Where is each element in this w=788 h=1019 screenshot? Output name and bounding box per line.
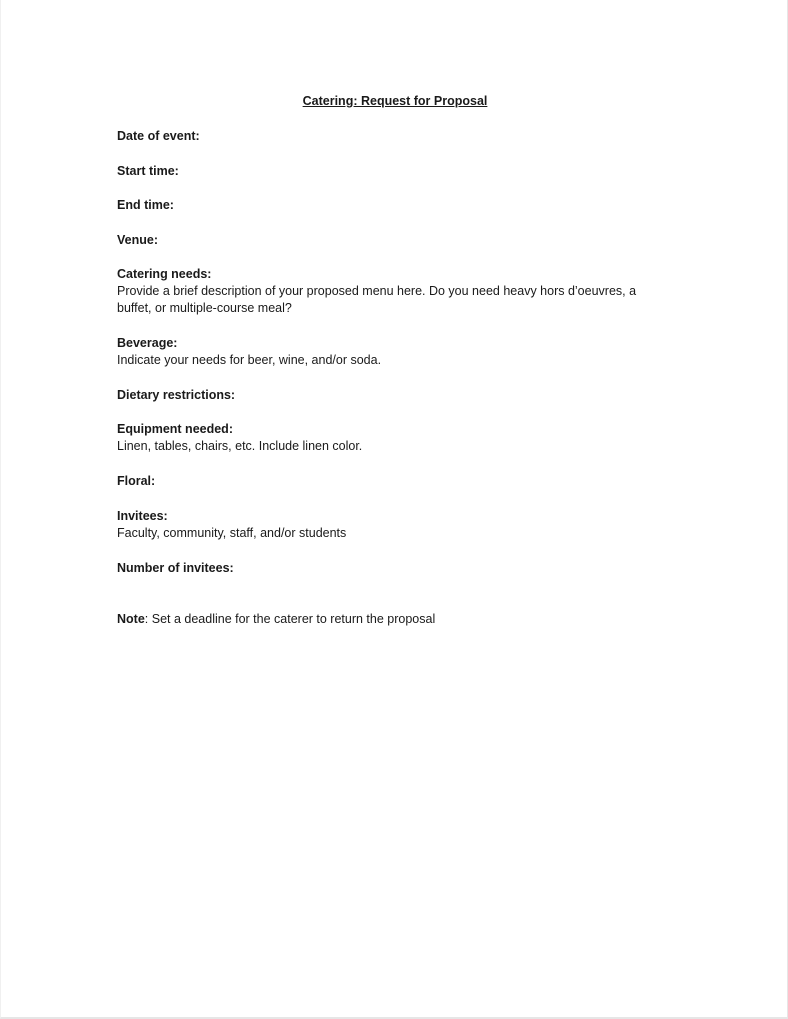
field-catering-needs [117, 266, 636, 317]
field-description: buffet, or multiple-course meal? [117, 301, 292, 315]
field-label: Equipment needed: [117, 422, 233, 436]
note-text: : Set a deadline for the caterer to return the proposal [144, 612, 436, 626]
field-dietary-restrictions [117, 387, 235, 404]
field-label: Number of invitees: [117, 561, 234, 575]
field-description: Linen, tables, chairs, etc. Include linen color. [117, 439, 363, 453]
field-beverage [117, 335, 381, 369]
field-label: End time: [117, 198, 174, 212]
note [117, 611, 435, 628]
field-label: Catering needs: [117, 267, 212, 281]
field-start-time [117, 163, 179, 180]
field-equipment-needed [117, 421, 362, 455]
field-description: Provide a brief description of your proposed menu here. Do you need heavy hors d’oeuvres, a [117, 284, 637, 298]
field-date-of-event [117, 128, 200, 145]
field-label: Floral: [117, 474, 156, 488]
field-description: Faculty, community, staff, and/or students [117, 526, 347, 540]
field-label: Dietary restrictions: [117, 388, 236, 402]
field-label: Venue: [117, 233, 158, 247]
field-description: Indicate your needs for beer, wine, and/or soda. [117, 353, 382, 367]
field-invitees [117, 508, 346, 542]
note-label: Note [117, 612, 145, 626]
field-label: Start time: [117, 164, 179, 178]
field-venue [117, 232, 158, 249]
field-label: Date of event: [117, 129, 200, 143]
field-label: Beverage: [117, 336, 178, 350]
document-title: Catering: Request for Proposal [302, 94, 488, 108]
field-label: Invitees: [117, 509, 168, 523]
field-floral [117, 473, 155, 490]
field-number-of-invitees [117, 560, 234, 577]
field-end-time [117, 197, 174, 214]
